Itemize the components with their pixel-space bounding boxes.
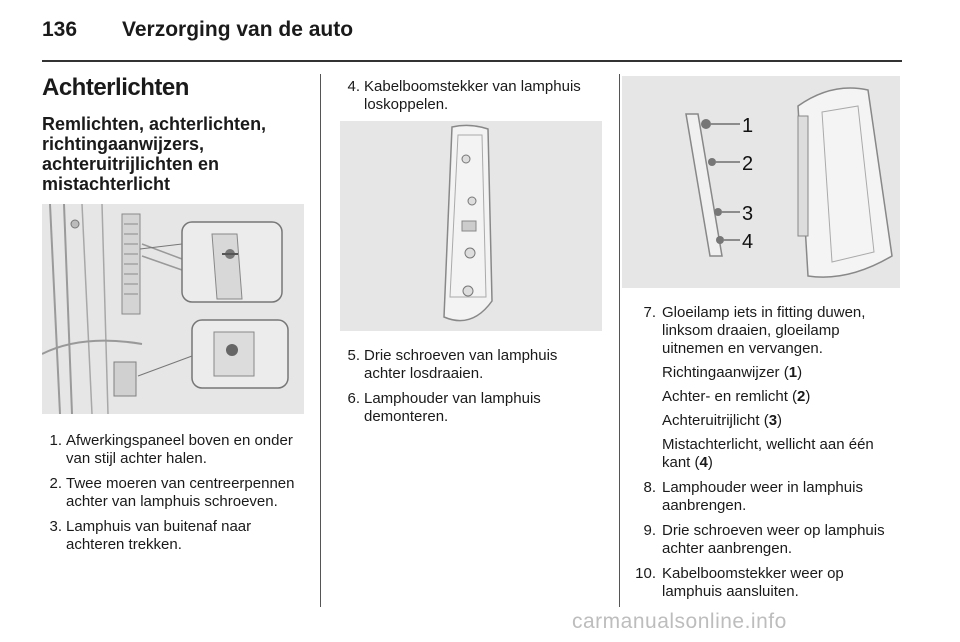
chapter-title: Verzorging van de auto xyxy=(122,18,354,41)
list-item: 3. Lamphuis van buitenaf naar achteren trekken. xyxy=(49,518,252,553)
callout-2: 2 xyxy=(742,153,754,175)
page-number: 136 xyxy=(42,18,78,41)
list-item: 1. Afwerkingspaneel boven en onder van stijl achter halen. xyxy=(49,432,293,467)
column-2 xyxy=(340,74,602,433)
column-1 xyxy=(42,74,304,561)
header-divider xyxy=(42,60,902,62)
figure-rear-light-removal xyxy=(42,204,304,414)
list-item: 6. Lamphouder van lamphuis demonteren. xyxy=(347,390,541,425)
page-header xyxy=(42,18,902,58)
steps-list-2a xyxy=(340,78,602,114)
subsection-title: Remlichten, achterlichten, richtingaanwijzers, achteruitrijlichten en mistachterlicht xyxy=(42,114,267,194)
column-3 xyxy=(622,74,900,608)
bulb-ref-2: Achter- en remlicht (2) xyxy=(662,388,811,405)
watermark: carmanualsonline.info xyxy=(572,610,787,633)
callout-1: 1 xyxy=(742,115,754,137)
list-item: 2. Twee moeren van centreerpennen achter van lamphuis schroeven. xyxy=(49,475,295,510)
list-item: 5. Drie schroeven van lamphuis achter losdraaien. xyxy=(347,347,558,382)
list-item: 9. Drie schroeven weer op lamphuis achter aanbrengen. xyxy=(643,522,885,557)
bulb-ref-1: Richtingaanwijzer (1) xyxy=(662,364,803,381)
section-title: Achterlichten xyxy=(42,74,189,101)
column-divider-1 xyxy=(320,74,321,607)
list-item: 4. Kabelboomstekker van lamphuis loskoppelen. xyxy=(347,78,581,113)
figure-lamp-housing xyxy=(340,121,602,331)
steps-list-3 xyxy=(622,304,900,601)
lamp-housing-illustration xyxy=(340,121,602,331)
callout-4: 4 xyxy=(742,231,754,253)
column-divider-2 xyxy=(619,74,620,607)
bulb-ref-3: Achteruitrijlicht (3) xyxy=(662,412,783,429)
list-item: 8. Lamphouder weer in lamphuis aanbrengen. xyxy=(643,479,863,514)
figure-bulb-holder xyxy=(622,76,900,288)
bulb-holder-illustration xyxy=(622,76,900,288)
steps-list-2b xyxy=(340,347,602,426)
steps-list-1 xyxy=(42,432,304,554)
list-item: 10. Kabelboomstekker weer op lamphuis aansluiten. xyxy=(635,565,844,600)
rear-light-removal-illustration xyxy=(42,204,304,414)
bulb-ref-4: Mistachterlicht, wellicht aan één kant (4) xyxy=(662,436,874,471)
callout-3: 3 xyxy=(742,203,754,225)
list-item: 7. Gloeilamp iets in fitting duwen, linksom draaien, gloeilamp uitnemen en vervangen. Richtingaanwijzer (1) Achter- en remlicht (2) Achteruitrijlicht (3) Mistachterlicht, wellicht aan één kant (4) xyxy=(622,304,900,472)
